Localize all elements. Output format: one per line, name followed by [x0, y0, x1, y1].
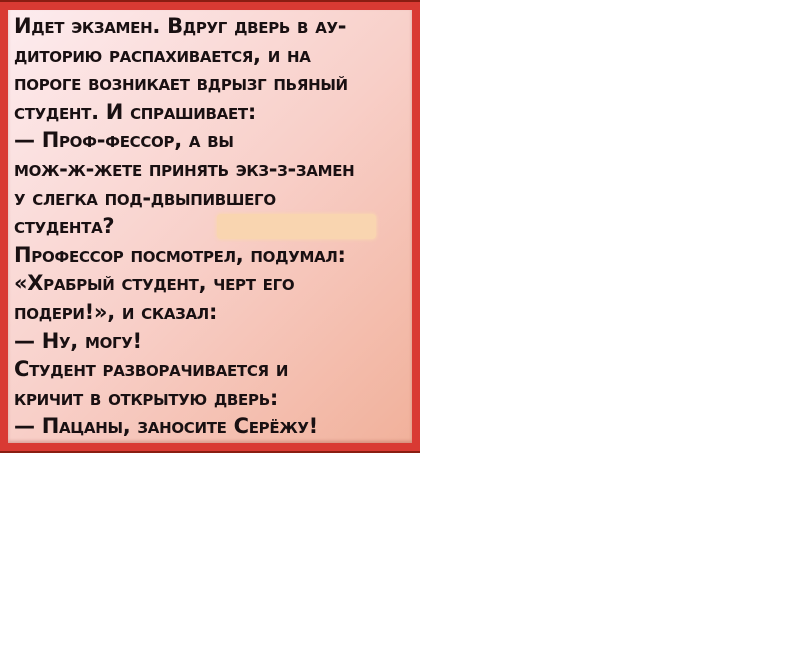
joke-text-line: кричит в открытую дверь:: [14, 385, 278, 410]
joke-text-line: — Проф-фессор, а вы: [14, 128, 234, 153]
joke-text-line: студент. И спрашивает:: [14, 99, 256, 124]
joke-text-line: подери!», и сказал:: [14, 299, 218, 324]
joke-text-line: Студент разворачивается и: [14, 357, 289, 382]
joke-text-line: пороге возникает вдрызг пьяный: [14, 71, 348, 96]
joke-text-line: студента?: [14, 214, 115, 239]
joke-text-line: Профессор посмотрел, подумал:: [14, 242, 346, 267]
joke-text-line: — Пацаны, заносите Серёжу!: [14, 414, 318, 439]
joke-card-inner: [0, 2, 420, 451]
joke-card: [0, 0, 420, 453]
joke-text-line: мож-ж-жете принять экз-з-замен: [14, 156, 355, 181]
joke-text-line: диторию распахивается, и на: [14, 42, 311, 67]
joke-text-line: — Ну, могу!: [14, 328, 142, 353]
censored-area: [217, 214, 376, 239]
joke-text-line: у слегка под-двыпившего: [14, 185, 276, 210]
joke-text-line: Идет экзамен. Вдруг дверь в ау-: [14, 14, 347, 38]
joke-text-line: «Храбрый студент, черт его: [14, 271, 295, 296]
